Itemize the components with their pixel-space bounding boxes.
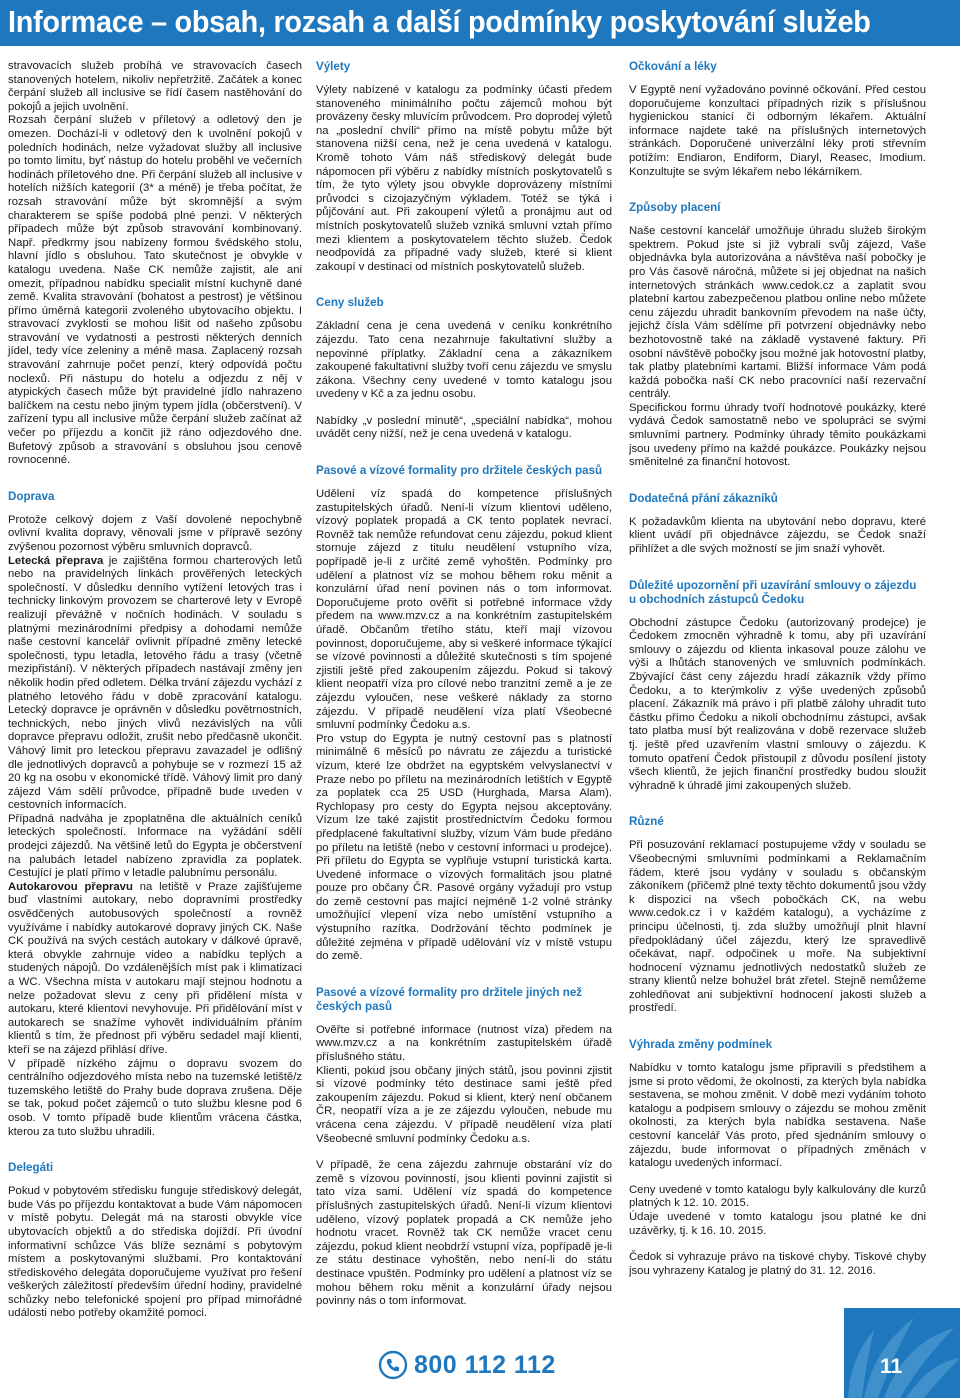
paragraph: Protože celkový dojem z Vaší dovolené nepochybně ovlivní kvalita dopravy, věnovali jsme v přípravě sezóny zvýšenou pozornost výběru smluvních dopravců.: [8, 513, 302, 553]
paragraph-text: na letiště v Praze zajišťujeme buď vlastními autokary, nebo dopravními prostředky osvědčených autobusových společností a rovněž využíváme i nabídky autokarové dopravy jiných CK. Naše CK používá na svých cestách autokary v dálkové úpravě, která obvykle zahrnuje video a nabídku teplých a studených nápojů. Do vzdálenějších míst pak i klimatizaci a WC. Všechna místa v autokaru mají stejnou hodnotu a nelze požadovat slevu z ceny při přidělení místa v autokaru, které klientovi nevyhovuje. Při přidělování míst v autokarech se snažíme vyhovět individuálním přáním klientů s tím, že přednost při výběru sedadel mají klienti, kteří se na zájezd přihlásí dříve.: [8, 880, 302, 1056]
paragraph: Čedok si vyhrazuje právo na tiskové chyby. Tiskové chyby jsou vyhrazeny Katalog je platný do 31. 12. 2016.: [629, 1251, 926, 1277]
paragraph: Při posuzování reklamací postupujeme vždy v souladu se Všeobecnými smluvními podmínkami a Reklamačním řádem, které jsou vydány v souladu s občanským zákoníkem (přičemž plné texty těchto dokumentů jsou vždy k dispozici na všech pobočkách CK, na webu www.cedok.cz i v každém katalogu), a vycházíme z principu účelnosti, tj. zda služby umožňují plnit hlavní předpokládaný účel zájezdu, který lze spravedlivě očekávat, např. odpočinek u moře. Na subjektivní hodnocení významu jednotlivých nedostatků služeb ze strany klientů nelze bohužel brát zřetel. Stejně nemůžeme zohledňovat ani subjektivní hodnocení jakosti služeb a prostředí.: [629, 839, 926, 1015]
phone-number: 800 112 112: [414, 1350, 556, 1379]
section-heading-ruzne: Různé: [629, 815, 664, 829]
paragraph: Základní cena je cena uvedená v ceníku konkrétního zájezdu. Tato cena nezahrnuje fakultativní služby a nepovinné příplatky. Základní cena a zákazníkem zakoupené fakultativní služby tvoří cenu zájezdu ve smyslu zákona. Všechny ceny uvedené v tomto katalogu jsou uvedeny v Kč a za jednu osobu.: [316, 320, 612, 401]
phone-icon: [378, 1350, 408, 1380]
paragraph: [8, 881, 302, 1058]
section-heading-ockovani: Očkování a léky: [629, 60, 717, 73]
paragraph: Nabídky „v poslední minutě“, „speciální nabídka“, mohou uvádět ceny nižší, než je cena uvedená v katalogu.: [316, 414, 612, 441]
section-heading-ceny-sluzeb: Ceny služeb: [316, 296, 384, 310]
section-heading-delegati: Delegáti: [8, 1161, 54, 1175]
footer-phone: [378, 1349, 578, 1381]
paragraph-text: je zajištěna formou charterových letů nebo na pravidelných linkách prověřených leteckých společností. V důsledku denního vytížení letových tras i technicky linkovým provozem se charterové lety v Evropě realizují převážně v nočních hodinách. V souladu s platnými mezinárodními předpisy a dohodami nemůže naše cestovní kancelář ovlivnit případné změny letecké společnosti, typu letadla, letového řádu a trasy (včetně mezipřistání). V některých případech nastávají změny jen několik hodin před odletem. Délka trvání zájezdu vychází z platného letového řádu v době zpracování katalogu. Letecký dopravce je oprávněn v důsledku povětrnostních, technických, nebo jiných vlivů nezávislých na vůli dopravce přepravu odložit, zrušit nebo předčasně ukončit. Váhový limit pro leteckou přepravu zavazadel je odlišný dle jednotlivých dopravců a pohybuje se v rozmezí 15 až 20 kg na osobu v ekonomické třídě. Váhový limit pro daný zájezd Vám sdělí průvodce, případně bude uveden v cestovních informacích.: [8, 554, 302, 812]
section-heading-doprava: Doprava: [8, 489, 55, 503]
section-heading-upozorneni: Důležité upozornění při uzavírání smlouvy o zájezdu u obchodních zástupců Čedoku: [629, 578, 917, 606]
paragraph: K požadavkům klienta na ubytování nebo dopravu, které klient uvádí při objednávce zájezdu, se Čedok snaží přihlížet a dle svých možností se jim snaží vyhovět.: [629, 515, 926, 556]
section-heading-pasove-formality: Pasové a vízové formality pro držitele českých pasů: [316, 464, 603, 478]
section-heading-vylety: Výlety: [316, 60, 351, 73]
section-heading-dodatecna-prani: Dodatečná přání zákazníků: [629, 491, 778, 505]
paragraph: Udělení víz spadá do kompetence příslušných zastupitelských úřadů. Není-li vízum klientovi uděleno, vízový poplatek propadá a CK tento poplatek nevrací. Rovněž tak nemůže refundovat cenu zájezdu, pokud klient stornuje zájezd z titulu neudělení vstupního víza, popřípadě je-li z určité země vyhoštěn. Podmínky pro udělení a platnost víz se mohou během roku měnit a konzulární úřad není povinen nás o tom informovat. Doporučujeme proto ověřit si potřebné informace vždy předem na www.mzv.cz a na konkrétním zastupitelském úřadě. Občanům třetího státu, kteří mají vízovou povinnost, doporučujeme, aby si veškeré informace týkající se vízové povinnosti a důležité skutečnosti s tím spojené zjistili ještě před zakoupením zájezdu. Pokud si takový klient neopatří víza pro cílové nebo tranzitní země a je ze zájezdu vyloučen, nese veškeré náklady za storno zájezdu. V případě neudělení víza platí Všeobecné smluvní podmínky Čedoku a.s.: [316, 488, 612, 732]
column-3: [629, 60, 926, 1278]
paragraph: Klienti, pokud jsou občany jiných států, jsou povinni zjistit si vízové podmínky této destinace sami ještě před zakoupením zájezdu. Pokud si klient, který není občanem ČR, neopatří víza a je ze zájezdu vyloučen, nebude mu vrácena cena zájezdu. V případě neudělení víza platí Všeobecné smluvní podmínky Čedoku a.s.: [316, 1064, 612, 1145]
lead-text: Letecká přeprava: [8, 554, 104, 567]
header-bar: [0, 0, 960, 46]
paragraph: Rozsah čerpání služeb v příletový a odletový den je omezen. Dochází-li v odletový den k uvolnění pokojů v poledních hodinách, nelze vyžadovat služby all inclusive po tomto limitu, byť nástup do hotelu proběhl ve večerních hodinách příletového dne. Při čerpání služeb all inclusive v hotelích nižších kategorií (3* a méně) je třeba počítat, že rozsah stravování může být skromnější a svým charakterem se spíše podobá plné penzi. V některých případech může být způsob stravování kombinovaný. Např. předkrmy jsou nabízeny formou švédského stolu, hlavní jídlo s obsluhou. Tato skutečnost je obvykle v katalogu uvedena. Naše CK nemůže zajistit, ale ani omezit, případnou nabídku specialit místní kuchyně dané země. Kvalita stravování (bohatost a pestrost) je většinou přímo úměrná kategorii zvoleného ubytovacího objektu. I stravovací zvyklosti se mohou lišit od našeho způsobu stravování ve vydatnosti a pestrosti některých denních jídel, tedy více zeleniny a méně masa. Zaplacený rozsah stravování zahrnuje počet penzí, který odpovídá počtu nocleхů. Při nástupu do hotelu a odjezdu z něj v atypických časech může být pravidelné jídlo nahrazeno balíčkem na cestu nebo jiným typem jídla (občerstvení). V zařízení typu all inclusive může čerpání služeb začínat až večer po příjezdu a končit již ráno odjezdového dne. Bufetový způsob a stravování s obsluhou jsou cenově rovnocenné.: [8, 114, 302, 467]
paragraph: V případě nízkého zájmu o dopravu svozem do centrálního odjezdového místa nebo na tuzemské letiště/z tuzemského letiště do Prahy bude doprava zrušena. Děje se tak, pokud počet zájemců o tuto službu klesne pod 6 osob. V tomto případě bude klientům vrácena částka, kterou za tuto službu uhradili.: [8, 1057, 302, 1138]
page-corner: [844, 1308, 960, 1398]
column-1: [8, 60, 302, 1321]
paragraph: stravovacích služeb probíhá ve stravovacích časech stanovených hotelem, nikoliv nepřetržitě. Začátek a konec čerpání služeb all inclusive se řídí časem nastěhování do pokojů a jejich uvolnění.: [8, 60, 302, 113]
paragraph: Ověřte si potřebné informace (nutnost víza) předem na www.mzv.cz a na konkrétním zastupitelském úřadě příslušného státu.: [316, 1023, 612, 1064]
paragraph: Pokud v pobytovém středisku funguje střediskový delegát, bude Vás po příjezdu kontaktovat a bude Vám nápomocen v místě pobytu. Delegát má na starosti obvykle více ubytovacích objektů a do střediska dojíždí. Při úvodní informativní schůzce Vás blíže seznámí s pobytovým místem a poskytovanými službami. Pro kontaktování střediskového delegáta doporučujeme využívat pro řešení veškerých záležitostí především úřední hodiny, pravidelné schůzky nebo telefonické spojení pro případ mimořádné události nebo potřeby okamžité pomoci.: [8, 1185, 302, 1320]
paragraph: Případná nadváha je zpoplatněna dle aktuálních ceníků leteckých společností. Informace na vyžádání sdělí prodejci zájezdů. Na většině letů do Egypta je občerstvení na palubách letadel nabízeno zpravidla za poplatek. Cestující je platí přímo v letadle palubnímu personálu.: [8, 812, 302, 880]
section-heading-pasove-formality-jine: Pasové a vízové formality pro držitele jiných než českých pasů: [316, 985, 583, 1013]
paragraph: Ceny uvedené v tomto katalogu byly kalkulovány dle kurzů platných k 12. 10. 2015.: [629, 1183, 926, 1210]
lead-text: Autokarovou přepravu: [8, 880, 133, 893]
paragraph: Naše cestovní kancelář umožňuje úhradu služeb širokým spektrem. Pokud jste si již vybrali svůj zájezd, Vaše objednávka byla autorizována a návštěva naší pobočky je pro Vás časově náročná, můžete si jej objednat na našich internetových stránkách www.cedok.cz a zaplatit svou platební kartou zabezpečenou platbou online nebo můžete cenu zájezdu uhradit bankovním převodem na naše účty, jejichž čísla Vám sdělíme při potvrzení objednávky nebo bezhotovostně také na základě vystavené faktury. Při osobní návštěvě pobočky jsou možné jak hotovostní platby, tak platby platebními kartami. Bližší informace Vám podá každá pobočka naší CK nebo pracovníci naší rezervační centrály.: [629, 225, 926, 401]
paragraph: Výlety nabízené v katalogu za podmínky účasti předem stanoveného minimálního počtu zájemců mohou být provázeny česky mluvícím průvodcem. Pro doprodej výletů na „poslední chvíli“ přímo na místě pobytu může být stanovena nižší cena, než je cena uvedená v katalogu. Kromě tohoto Vám náš střediskový delegát bude nápomocen při výběru z nabídky místních poskytovatelů s tím, že tyto výlety jsou obvykle doprovázeny místními průvodci s cizojazyčným výkladem. Totéž se týká i půjčování aut. Při zakoupení výletů a pronájmu aut od místních poskytovatelů služeb vzniká smluvní vztah přímo mezi klientem a poskytovatelem těchto služeb. Čedok neodpovídá za případné vady služeb, které si klient zakoupí v destinaci od místních poskytovatelů služeb.: [316, 84, 612, 273]
palm-leaf-icon: [844, 1308, 960, 1398]
section-heading-vyhrada: Výhrada změny podmínek: [629, 1038, 773, 1052]
column-2: [316, 60, 612, 1309]
paragraph: Specifickou formu úhrady tvoří hodnotové poukázky, které vydává Čedok samostatně nebo ve spolupráci se svými smluvními partnery. Podmínky úhrady těmito poukázkami jsou uvedeny přímo na každé poukázce. Poukázky nejsou směnitelné za finanční hotovost.: [629, 401, 926, 469]
paragraph: Údaje uvedené v tomto katalogu jsou platné ke dni uzávěrky, tj. k 16. 10. 2015.: [629, 1211, 926, 1237]
page-number: 11: [880, 1355, 903, 1378]
paragraph: Pro vstup do Egypta je nutný cestovní pas s platností minimálně 6 měsíců po návratu ze zájezdu a turistické vízum, které lze obdržet na egyptském velvyslanectví v Praze nebo po příletu na mezinárodních letištích v Egyptě za poplatek cca 25 USD (Hurghada, Marsa Alam). Rychlopasy pro cesty do Egypta nejsou akceptovány. Vízum lze také zajistit prostřednictvím Čedoku formou předplacené fakultativní služby, vízum Vám bude předáno po příletu na letiště (nebo v cestovní informaci u prodejce). Při příletu do Egypta se vyplňuje vstupní turistická karta. Uvedené informace o vízových formalitách jsou platné pouze pro občany ČR. Pasové orgány vyžadují pro vstup do země cestovní pas mající nejméně 1-2 volné stránky umožňující vlepení víza nebo umístění vstupního a výstupního razítka. Dodržování těchto podmínek je důležité zejména v případě udělování víz v místě vstupu do země.: [316, 732, 612, 963]
paragraph: V případě, že cena zájezdu zahrnuje obstarání víz do země s vízovou povinností, jsou klienti povinni zajistit si tato víza sami. Udělení víz spadá do kompetence příslušných zastupitelských úřadů. Není-li vízum klientovi uděleno, vízový poplatek propadá a CK nemůže jeho hodnotu vracet. Rovněž tak CK nemůže vracet cenu zájezdu, pokud klient neobdrží vstupní víza, popřípadě je-li ze státu destinace vyhoštěn, nebo není-li do státu destinace vpuštěn. Podmínky pro udělení a platnost víz se mohou během roku měnit a konzulární úřady nejsou povinny nás o tom informovat.: [316, 1159, 612, 1308]
section-heading-zpusoby-placeni: Způsoby placení: [629, 201, 721, 215]
paragraph: V Egyptě není vyžadováno povinné očkování. Před cestou doporučujeme konzultaci případných rizik s příslušnou hygienickou stanicí či odborným lékařem. Aktuální informace najdete také na příslušných internetových stránkách. Doporučené univerzální léky proti střevním potížím: Endiaron, Endiform, Diaryl, Reasec, Imodium. Konzultujte se svým lékařem nebo lékárníkem.: [629, 84, 926, 178]
paragraph: Obchodní zástupce Čedoku (autorizovaný prodejce) je Čedokem zmocněn výhradně k tomu, aby při uzavírání smlouvy o zájezdu od klienta inkasoval pouze zálohu ve výši a lhůtách stanovených ve smluvních podmínkách. Zbývající část ceny zájezdu hradí zákazník vždy přímo Čedoku, a to kterýmkoliv z výše uvedených způsobů placení. Zákazník má právo i při platbě zálohy uhradit tuto částku přímo Čedoku a nikoli obchodnímu zástupci, avšak tato platba musí být realizována v době rezervace služeb tj. ještě před uzavřením vlastní smlouvy o zájezdu. K tomuto opatření Čedok přistoupil z důvodu posílení jistoty všech klientů, že jejich finanční prostředky budou sloužit výhradně k úhradě jimi zakoupených služeb.: [629, 616, 926, 792]
page-title: Informace – obsah, rozsah a další podmínky poskytování služeb: [8, 4, 871, 39]
paragraph: [8, 555, 302, 813]
paragraph: Nabídku v tomto katalogu jsme připravili s předstihem a jsme si proto vědomi, že okolnosti, za kterých byla nabídka sestavena, se mohou změnit. V době mezi vydáním tohoto katalogu a podpisem smlouvy o zájezdu se mohou změnit okolnosti, za kterých byla nabídka sestavena. Naše cestovní kancelář Vás proto, před sjednáním smlouvy o zájezdu, bude informovat o případných změnách v katalogu uvedených informací.: [629, 1062, 926, 1170]
